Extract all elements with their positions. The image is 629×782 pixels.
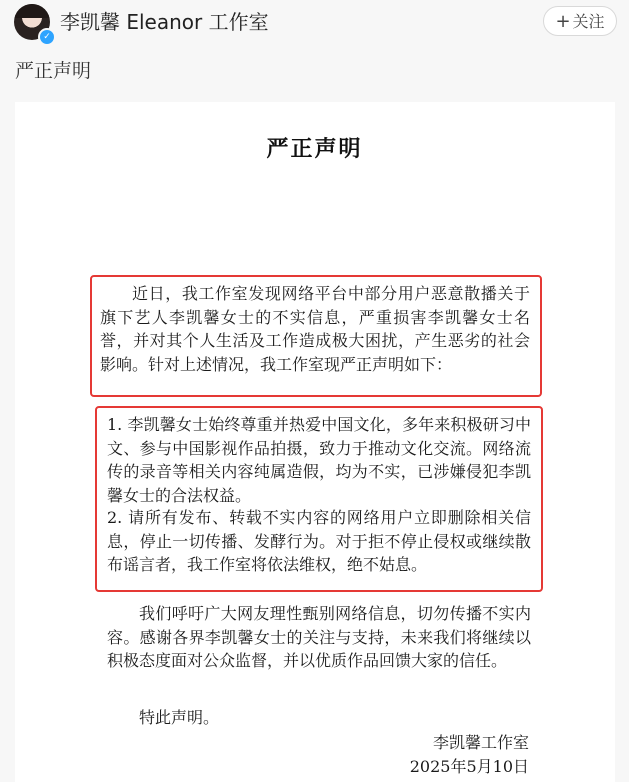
account-header (0, 0, 629, 46)
plus-icon: + (555, 11, 571, 32)
post-title: 严正声明 (15, 60, 92, 82)
follow-label: 关注 (572, 12, 605, 31)
closing-line: 特此声明。 (139, 708, 220, 727)
avatar-hair (14, 4, 50, 18)
statement-item-2: 2. 请所有发布、转载不实内容的网络用户立即删除相关信息，停止一切传播、发酵行为。对于拒不停止侵权或继续散布谣言者，我工作室将依法维权，绝不姑息。 (107, 508, 531, 574)
document-title: 严正声明 (266, 136, 363, 162)
appeal-paragraph: 我们呼吁广大网友理性甄别网络信息，切勿传播不实内容。感谢各界李凯馨女士的关注与支持，未来我们将继续以积极态度面对公众监督，并以优质作品回馈大家的信任。 (107, 604, 531, 670)
verified-icon: ✓ (38, 28, 56, 46)
intro-paragraph: 近日，我工作室发现网络平台中部分用户恶意散播关于旗下艺人李凯馨女士的不实信息，严重损害李凯馨女士名誉，并对其个人生活及工作造成极大困扰，产生恶劣的社会影响。针对上述情况，我工作室现严正声明如下： (100, 284, 530, 374)
signature-date: 2025年5月10日 (409, 757, 529, 776)
statement-item-1: 1. 李凯馨女士始终尊重并热爱中国文化，多年来积极研习中文、参与中国影视作品拍摄，致力于推动文化交流。网络流传的录音等相关内容纯属造假，均为不实，已涉嫌侵犯李凯馨女士的合法权益。 (107, 415, 531, 505)
account-name[interactable]: 李凯馨 Eleanor 工作室 (60, 10, 269, 34)
follow-button[interactable] (543, 6, 617, 36)
signature: 李凯馨工作室 (432, 733, 529, 752)
